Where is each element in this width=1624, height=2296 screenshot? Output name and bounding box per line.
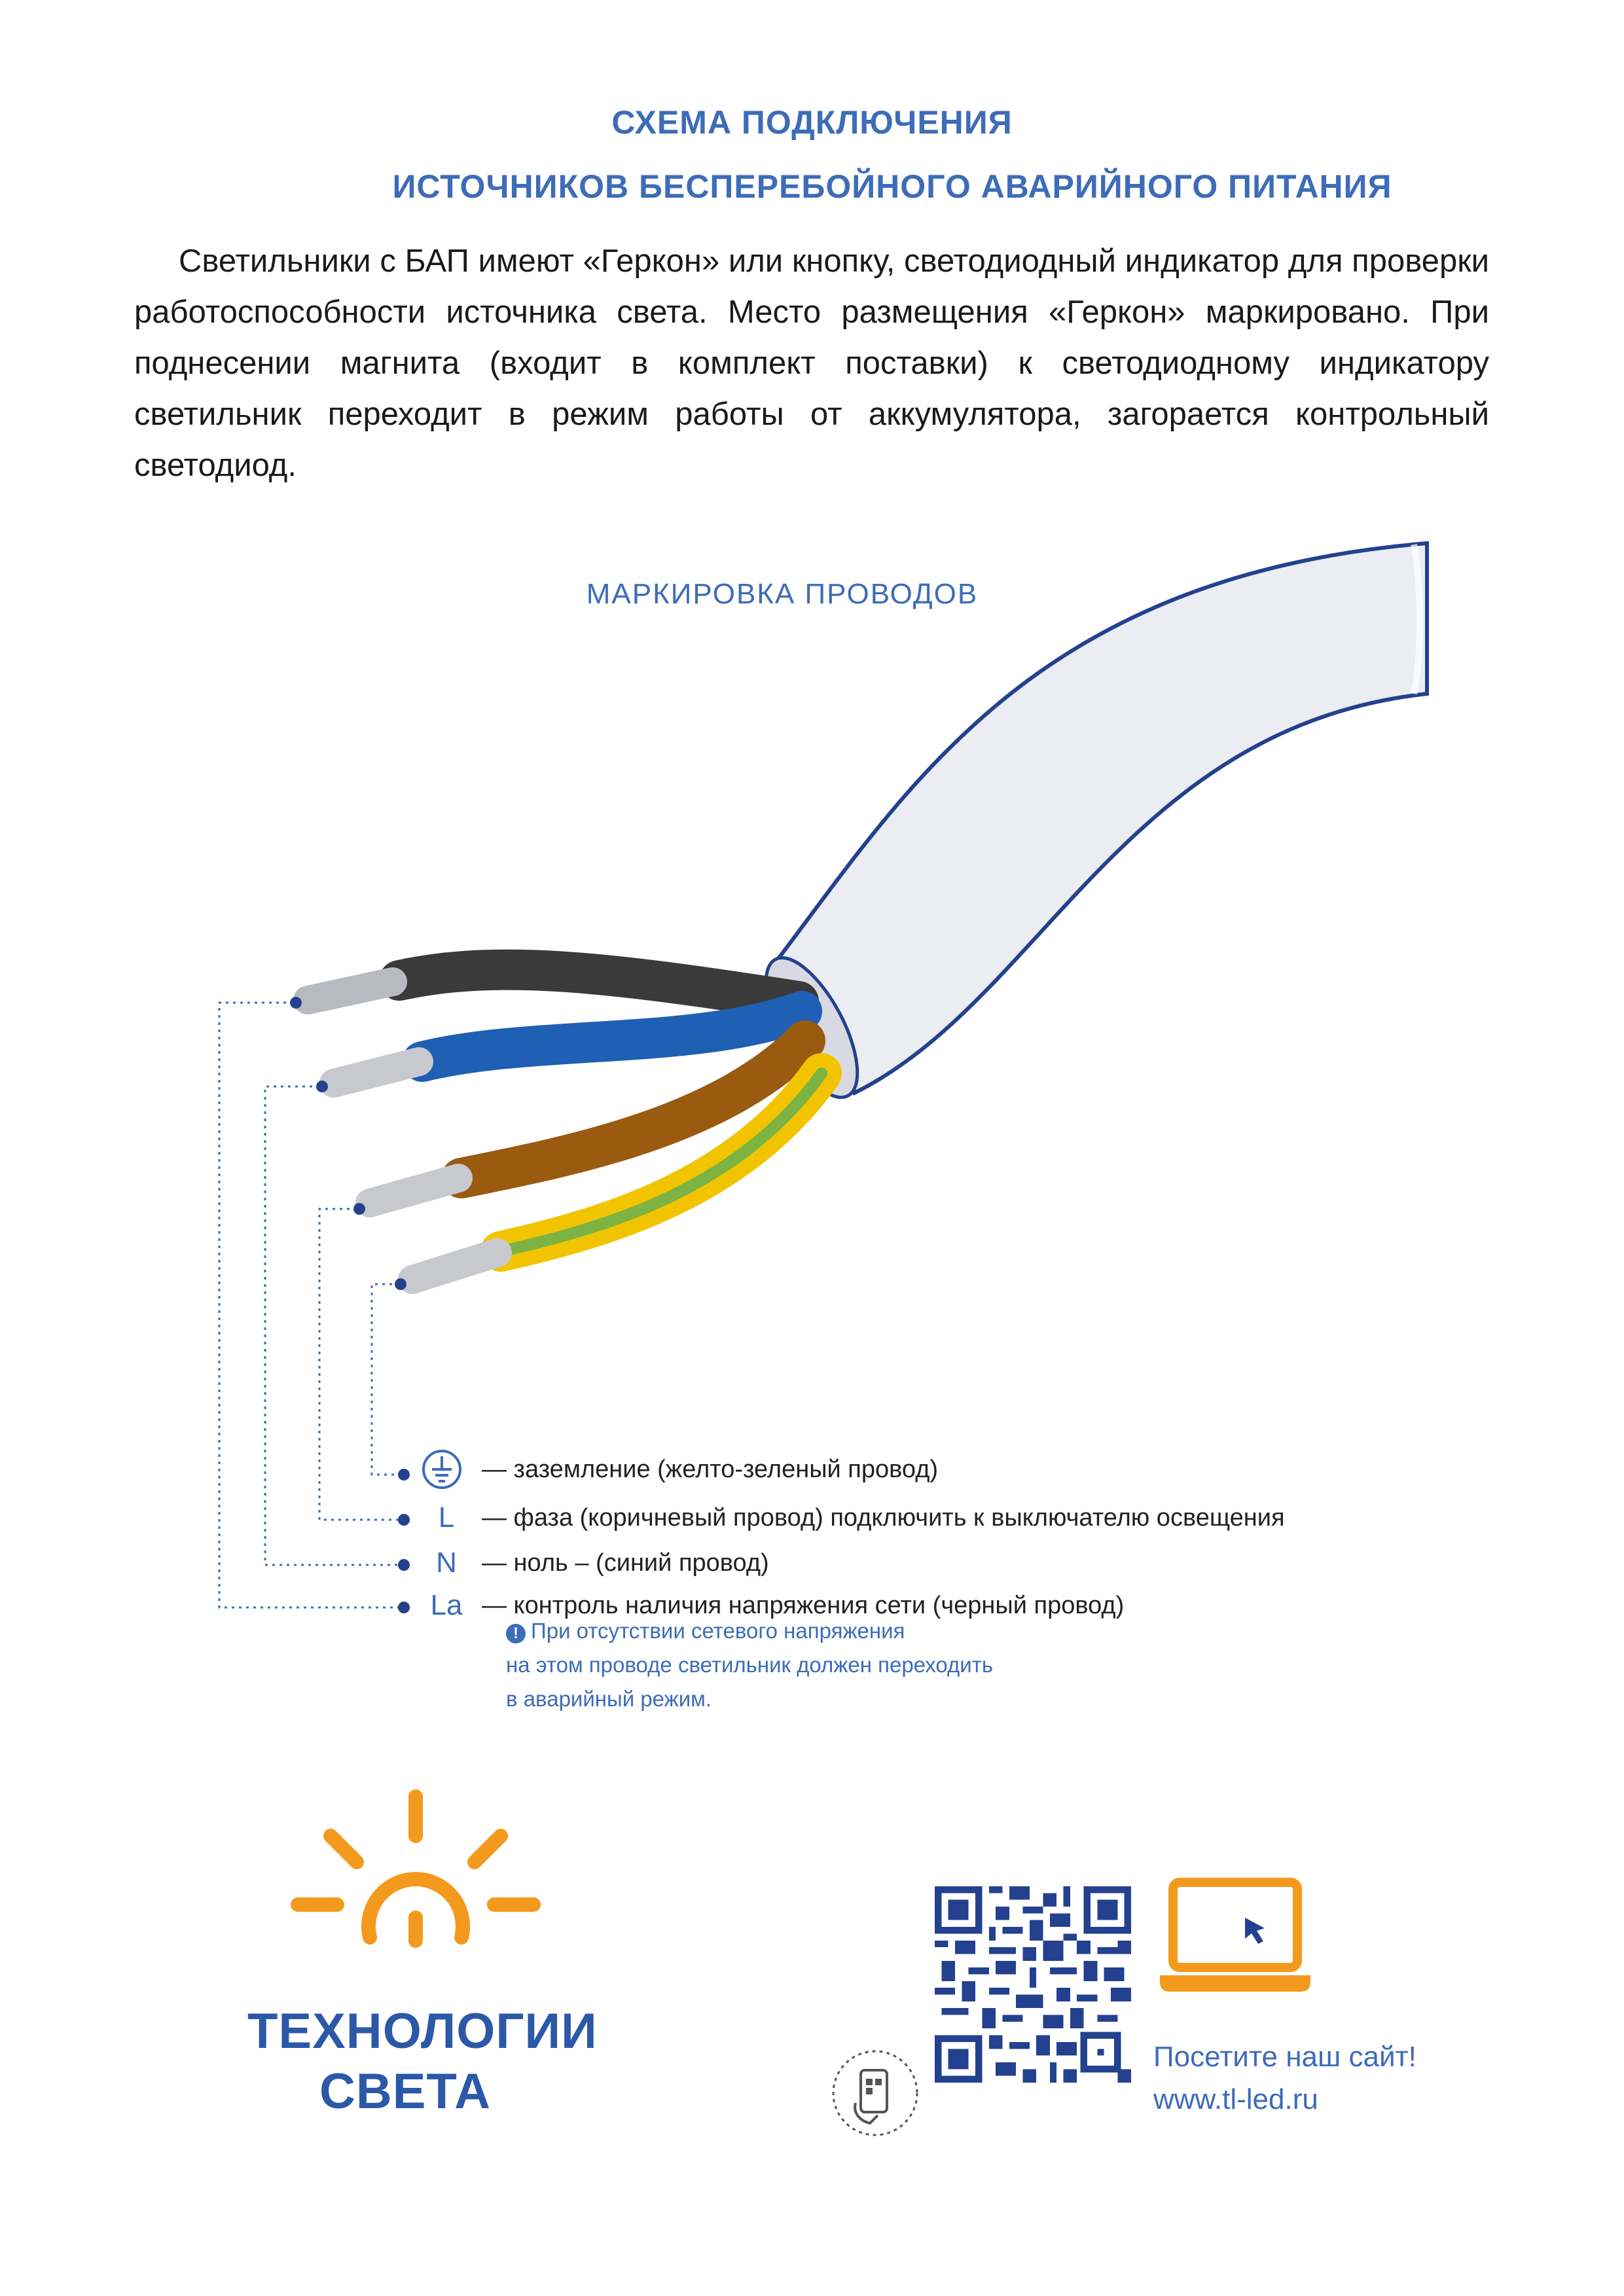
site-url-link[interactable]: www.tl-led.ru (1153, 2083, 1318, 2115)
legend-text: — контроль наличия напряжения сети (черный провод) (482, 1591, 1125, 1619)
legend-ground (411, 1456, 938, 1484)
title-line-2: ИСТОЧНИКОВ БЕСПЕРЕБОЙНОГО АВАРИЙНОГО ПИТАНИЯ (392, 168, 1392, 205)
leader-la (219, 1003, 401, 1607)
legend-text: — заземление (желто-зеленый провод) (482, 1456, 939, 1483)
visit-site-label: Посетите наш сайт! (1153, 2041, 1416, 2073)
legend-symbol: L (438, 1501, 455, 1534)
leader-lines (219, 1003, 401, 1607)
title-line-1: СХЕМА ПОДКЛЮЧЕНИЯ (611, 104, 1013, 141)
laptop-icon (1160, 1877, 1310, 1995)
leader-ground (372, 1284, 401, 1475)
qr-code[interactable] (935, 1886, 1131, 2083)
logo-text-line-1: ТЕХНОЛОГИИ (247, 2003, 598, 2059)
legend-symbol: La (430, 1589, 463, 1621)
leader-n (265, 1086, 401, 1565)
logo-text-line-2: СВЕТА (319, 2064, 491, 2119)
wire-black (308, 970, 799, 1001)
note-line-3: в аварийный режим. (506, 1687, 712, 1711)
legend-text: — ноль – (синий провод) (482, 1549, 769, 1577)
note-line-1: При отсутствии сетевого напряжения (531, 1619, 905, 1643)
legend-text: — фаза (коричневый провод) подключить к выключателю освещения (482, 1503, 1285, 1532)
legend-neutral (411, 1547, 769, 1579)
leader-l (319, 1209, 401, 1520)
legend-phase (411, 1501, 1285, 1534)
note-line-2: на этом проводе светильник должен переходить (506, 1653, 994, 1677)
scan-phone-icon (829, 2047, 921, 2139)
legend-symbol: N (436, 1547, 457, 1579)
diagram-title: МАРКИРОВКА ПРОВОДОВ (586, 578, 979, 610)
intro-paragraph: Светильники с БАП имеют «Геркон» или кнопку, светодиодный индикатор для проверки работоспособности источника света. Место размещения «Геркон» маркировано. При поднесении магнита (входит в комплект поставки) к светодиодному индикатору светильник переходит в режим работы от аккумулятора, загорается контрольный светодиод. (134, 243, 1489, 483)
exclamation-icon: ! (506, 1624, 526, 1643)
sun-logo-icon (285, 1787, 560, 1996)
warning-note (506, 1614, 993, 1716)
cable-jacket (748, 543, 1427, 1111)
